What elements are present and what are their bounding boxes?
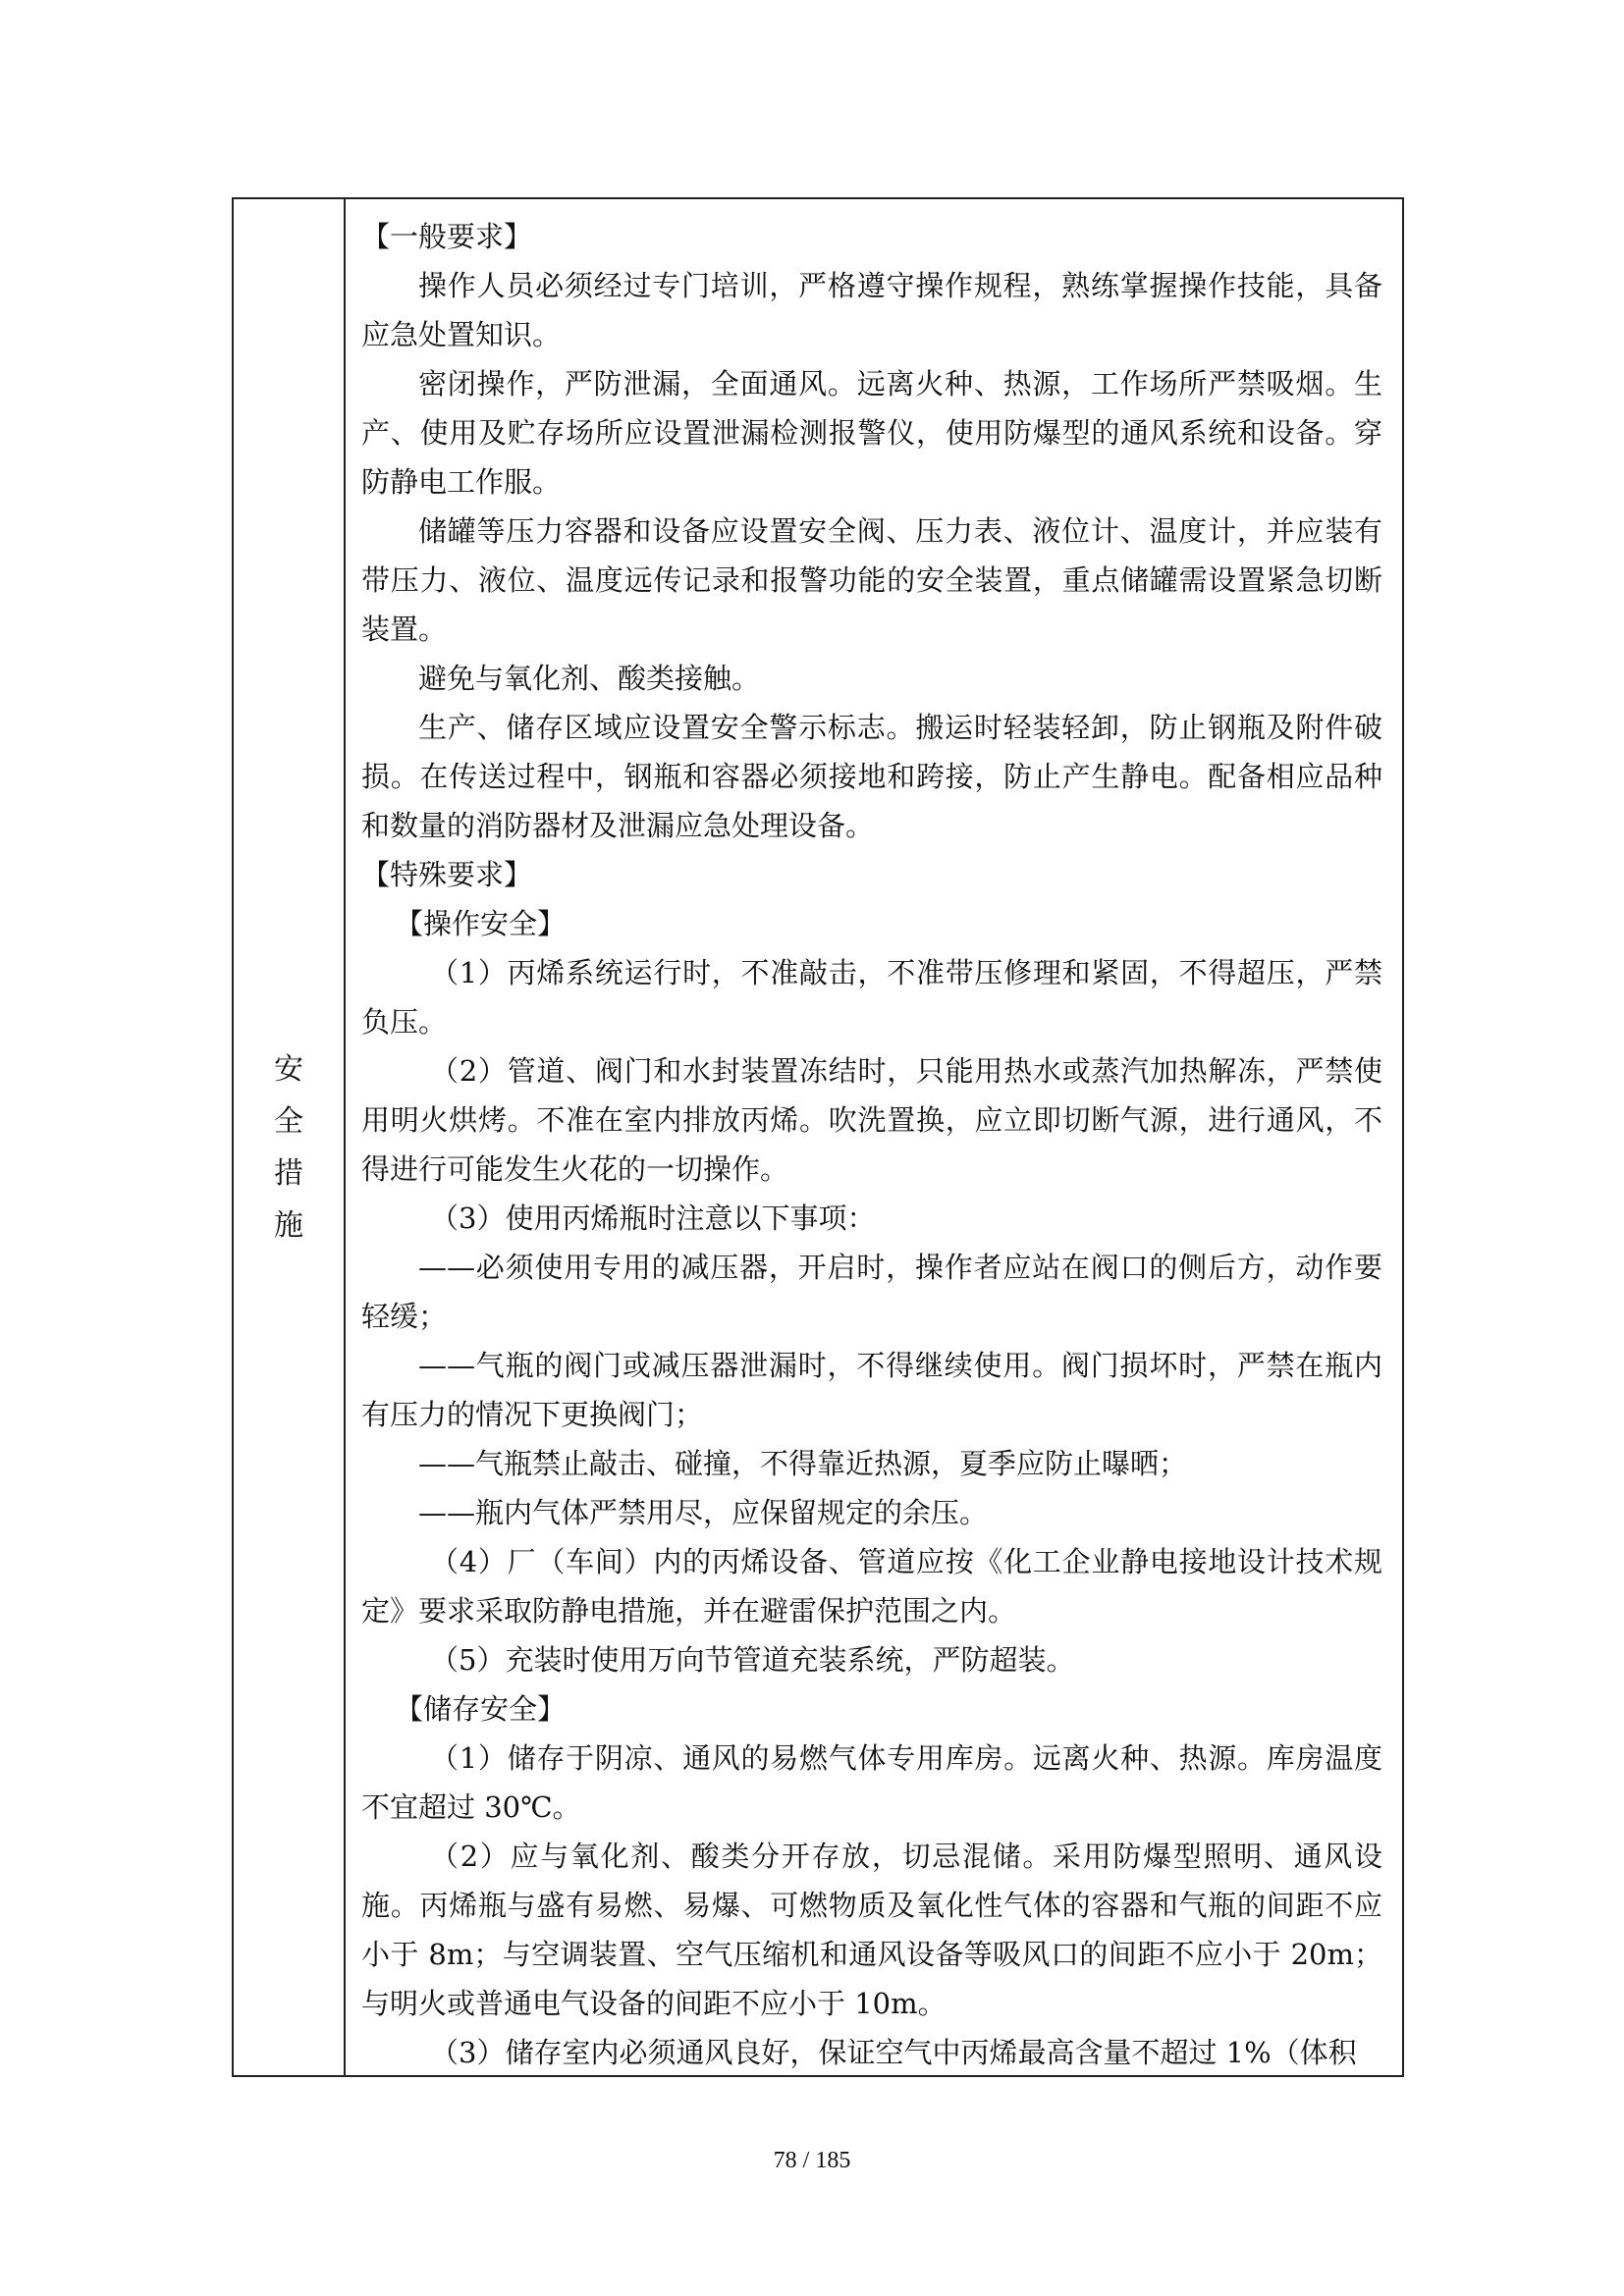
safety-measures-table [232, 197, 1404, 2077]
paragraph: 避免与氧化剂、酸类接触。 [418, 662, 761, 695]
paragraph: （3）使用丙烯瓶时注意以下事项： [430, 1201, 876, 1235]
paragraph: ——瓶内气体严禁用尽，应保留规定的余压。 [418, 1496, 989, 1529]
paragraph: 生产、储存区域应设置安全警示标志。搬运时轻装轻卸，防止钢瓶及附件破损。在传送过程中，钢瓶和容器必须接地和跨接，防止产生静电。配备相应品种和数量的消防器材及泄漏应急处理设备。 [361, 711, 1382, 842]
paragraph: （5）充装时使用万向节管道充装系统，严防超装。 [430, 1643, 1075, 1677]
paragraph: ——气瓶的阀门或减压器泄漏时，不得继续使用。阀门损坏时，严禁在瓶内有压力的情况下更换阀门； [361, 1349, 1382, 1431]
paragraph: （1）储存于阴凉、通风的易燃气体专用库房。远离火种、热源。库房温度不宜超过 30℃。 [361, 1741, 1382, 1824]
paragraph: （2）管道、阀门和水封装置冻结时，只能用热水或蒸汽加热解冻，严禁使用明火烘烤。不准在室内排放丙烯。吹洗置换，应立即切断气源，进行通风，不得进行可能发生火花的一切操作。 [361, 1054, 1382, 1186]
section-heading: 【特殊要求】 [361, 858, 533, 891]
paragraph: （2）应与氧化剂、酸类分开存放，切忌混储。采用防爆型照明、通风设施。丙烯瓶与盛有易燃、易爆、可燃物质及氧化性气体的容器和气瓶的间距不应小于 8m；与空调装置、空气压缩机和通风设备等吸风口的间距不应小于 20m；与明火或普通电气设备的间距不应小于 10m。 [361, 1840, 1382, 2020]
paragraph: （1）丙烯系统运行时，不准敲击，不准带压修理和紧固，不得超压，严禁负压。 [361, 956, 1382, 1039]
paragraph: 操作人员必须经过专门培训，严格遵守操作规程，熟练掌握操作技能，具备应急处置知识。 [361, 269, 1382, 351]
content-column [361, 212, 1382, 2077]
paragraph: （3）储存室内必须通风良好，保证空气中丙烯最高含量不超过 1%（体积 [430, 2036, 1357, 2069]
subsection-heading: 【操作安全】 [395, 907, 567, 940]
paragraph: ——气瓶禁止敲击、碰撞，不得靠近热源，夏季应防止曝晒； [418, 1447, 1188, 1480]
page-number: 78 / 185 [773, 2148, 851, 2173]
paragraph: （4）厂（车间）内的丙烯设备、管道应按《化工企业静电接地设计技术规定》要求采取防静电措施，并在避雷保护范围之内。 [361, 1545, 1382, 1628]
paragraph: 储罐等压力容器和设备应设置安全阀、压力表、液位计、温度计，并应装有带压力、液位、温度远传记录和报警功能的安全装置，重点储罐需设置紧急切断装置。 [361, 514, 1382, 646]
label-column [234, 199, 346, 2075]
subsection-heading: 【储存安全】 [395, 1692, 567, 1726]
paragraph: ——必须使用专用的减压器，开启时，操作者应站在阀口的侧后方，动作要轻缓； [361, 1251, 1382, 1333]
section-label [234, 1043, 344, 1252]
section-label-char: 措 [274, 1156, 303, 1191]
section-label-char: 全 [274, 1104, 303, 1139]
section-heading: 【一般要求】 [361, 220, 533, 253]
paragraph: 密闭操作，严防泄漏，全面通风。远离火种、热源，工作场所严禁吸烟。生产、使用及贮存场所应设置泄漏检测报警仪，使用防爆型的通风系统和设备。穿防静电工作服。 [361, 367, 1382, 499]
section-label-char: 施 [274, 1208, 303, 1243]
section-label-char: 安 [274, 1052, 303, 1087]
